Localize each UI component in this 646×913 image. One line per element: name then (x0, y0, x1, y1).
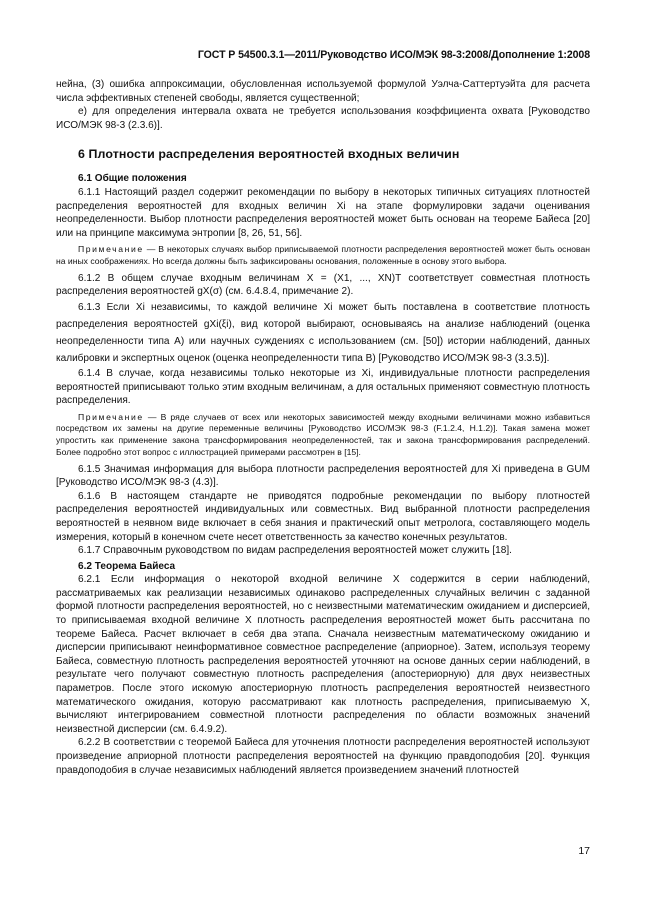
subsection-6-2-heading: 6.2 Теорема Байеса (78, 560, 176, 572)
subsection-6-1-heading: 6.1 Общие положения (78, 173, 187, 185)
paragraph-6-1-4: 6.1.4 В случае, когда независимы только некоторые из Xi, индивидуальные плотности распределения вероятностей приписывают только этим входным величинам, а для остальных применяют совместную плотность распределения. (56, 367, 590, 407)
paragraph-6-1-6: 6.1.6 В настоящем стандарте не приводятся подробные рекомендации по выбору плотностей распределения вероятностей индивидуальных или совместных. Вид выбранной плотности распределения вероятностей в неявном виде включает в себя знания и практический опыт метролога, составляющего модель измерения, который в конечном счете несет ответственность за качество конечных результатов. (56, 490, 590, 543)
paragraph-continuation: нейна, (3) ошибка аппроксимации, обусловленная используемой формулой Уэлча-Саттертуэйта для расчета числа эффективных степеней свободы, является существенной; (56, 79, 590, 104)
paragraph-6-1-5: 6.1.5 Значимая информация для выбора плотности распределения вероятностей для Xi приведена в GUM [Руководство ИСО/МЭК 98-3 (4.3)]. (56, 463, 590, 489)
note-2-text: — В ряде случаев от всех или некоторых зависимостей между входными величинами можно избавиться посредством их замены на другие переменные величины [Руководство ИСО/МЭК 98-3 (F.1.2.4, H.1.2)]. Такая замена может упростить как применение закона трансформирования неопределенностей, так и закона трансформирования распределений. Более подробно этот вопрос с иллюстрацией примерами рассмотрен в [15]. (56, 411, 590, 457)
note-1 (56, 244, 590, 267)
note-2-label: Примечание (78, 411, 144, 422)
page-body (56, 78, 590, 777)
paragraph-6-1-3: 6.1.3 Если Xi независимы, то каждой величине Xi может быть поставлена в соответствие плотность распределения вероятностей gXi(ξi), вид которой выбирают, основываясь на анализе наблюдений (оценка неопределенности типа А) или научных суждениях с использованием (см. [50]) истории наблюдений, данных калибровки и экспертных оценок (оценка неопределенности типа В) [Руководство ИСО/МЭК 98-3 (3.3.5)]. (56, 301, 590, 364)
section-6-heading: 6 Плотности распределения вероятностей входных величин (78, 147, 460, 162)
paragraph-6-2-2: 6.2.2 В соответствии с теоремой Байеса для уточнения плотности распределения вероятностей используют произведение априорной плотности распределения вероятностей на функцию правдоподобия [20]. Функция правдоподобия в случае независимых наблюдений является произведением значений плотностей (56, 737, 590, 776)
paragraph-6-1-7: 6.1.7 Справочным руководством по видам распределения вероятностей может служить [18]. (78, 545, 512, 557)
note-2 (56, 412, 590, 459)
paragraph-6-1-2: 6.1.2 В общем случае входным величинам X = (X1, ..., XN)T соответствует совместная плотность распределения вероятностей gX(σ) (см. 6.4.8.4, примечание 2). (56, 272, 590, 298)
note-1-text: — В некоторых случаях выбор приписываемой плотности распределения вероятностей может быть основан на иных соображениях. Но всегда должны быть зафиксированы основания, положенные в основу этого выбора. (56, 244, 590, 267)
note-1-label: Примечание (78, 244, 144, 255)
page-number: 17 (578, 845, 590, 857)
paragraph-6-2-1: 6.2.1 Если информация о некоторой входной величине X содержится в серии наблюдений, рассматриваемых как реализации независимых одинаково распределенных случайных величин с заданной формой плотности распределения вероятностей, но с неизвестными математическим ожиданием и дисперсией, то приписываемая входной величине X плотность распределения вероятностей может быть рассчитана по теореме Байеса. Расчет включает в себя два этапа. Сначала неизвестным математическому ожиданию и дисперсии приписывают неинформативное совместное распределение (априорное). Затем, используя теорему Байеса, совместную плотность распределения вероятностей уточняют на основе данных серии наблюдений, в результате чего получают совместную плотность распределения (апостериорную) для двух неизвестных параметров. После этого искомую апостериорную плотность распределения вероятностей неизвестного математического ожидания, которую рассматривают как плотность распределения, приписываемую X, вычисляют интегрированием совместной плотности распределения по области возможных значений неизвестной дисперсии (см. 6.4.9.2). (56, 574, 590, 735)
page-header: ГОСТ Р 54500.3.1—2011/Руководство ИСО/МЭК 98-3:2008/Дополнение 1:2008 (197, 49, 590, 61)
paragraph-item-e: е) для определения интервала охвата не требуется использования коэффициента охвата [Руководство ИСО/МЭК 98-3 (2.3.6)]. (56, 106, 590, 131)
paragraph-6-1-1: 6.1.1 Настоящий раздел содержит рекомендации по выбору в некоторых типичных ситуациях плотностей распределения вероятностей для входных величин Xi на этапе формулировки задачи оценивания неопределенности. Выбор плотности распределения вероятностей может быть основан на теореме Байеса [20] или на принципе максимума энтропии [8, 26, 51, 56]. (56, 186, 590, 239)
